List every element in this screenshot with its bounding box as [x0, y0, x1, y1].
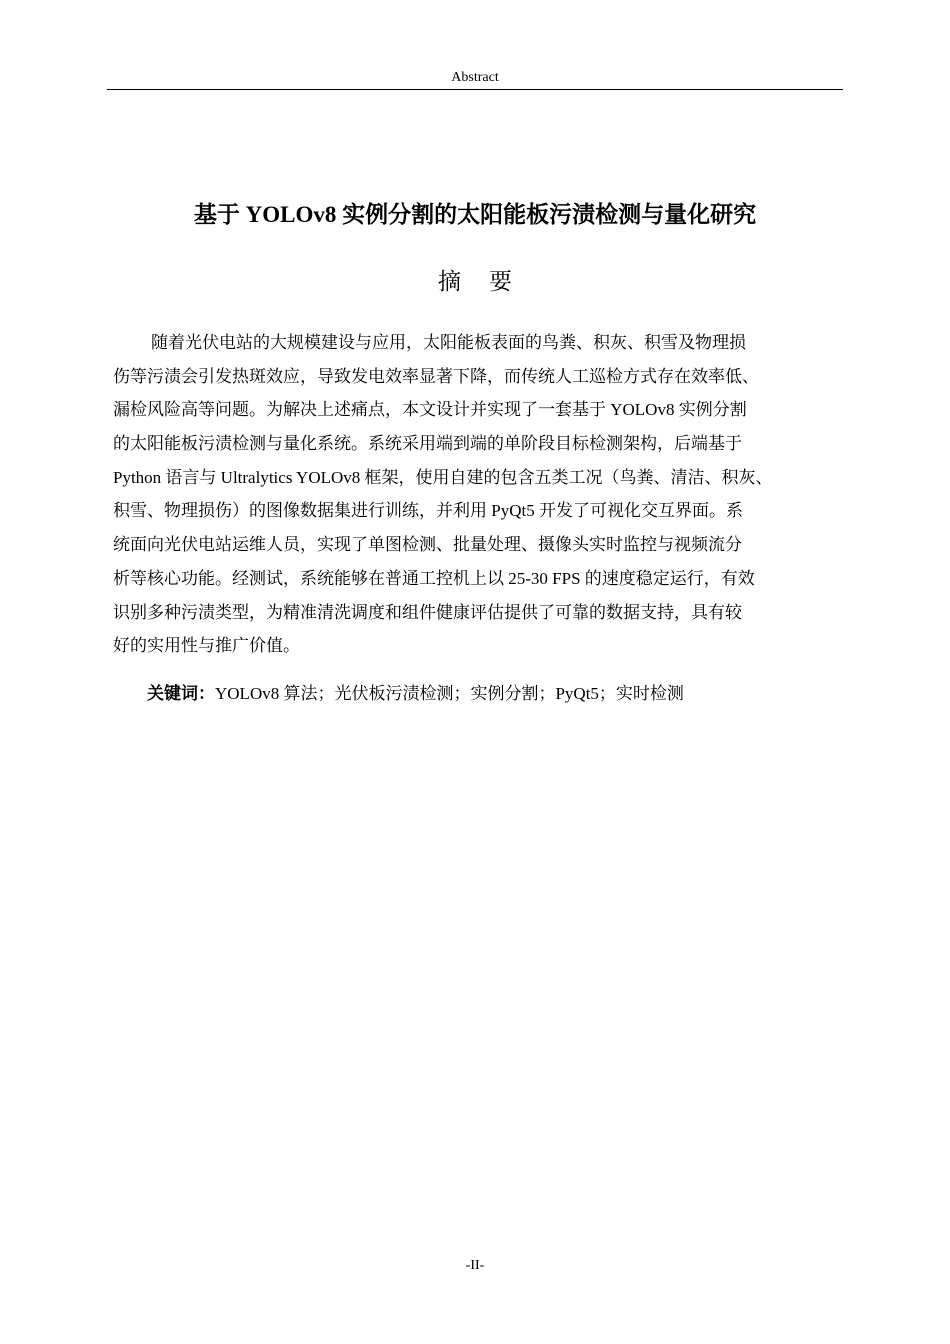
abstract-line: 识别多种污渍类型，为精准清洗调度和组件健康评估提供了可靠的数据支持，具有较 [113, 602, 742, 622]
abstract-line: 漏检风险高等问题。为解决上述痛点，本文设计并实现了一套基于 YOLOv8 实例分割 [113, 400, 747, 420]
abstract-line: 伤等污渍会引发热斑效应，导致发电效率显著下降，而传统人工巡检方式存在效率低、 [113, 366, 759, 386]
keywords-text: YOLOv8 算法；光伏板污渍检测；实例分割；PyQt5；实时检测 [215, 684, 684, 703]
abstract-line: 统面向光伏电站运维人员，实现了单图检测、批量处理、摄像头实时监控与视频流分 [113, 535, 742, 555]
header-rule [107, 89, 843, 90]
abstract-line: 的太阳能板污渍检测与量化系统。系统采用端到端的单阶段目标检测架构，后端基于 [113, 434, 742, 454]
abstract-line: 好的实用性与推广价值。 [113, 636, 300, 656]
keywords [147, 677, 847, 710]
abstract-line: 析等核心功能。经测试，系统能够在普通工控机上以 25-30 FPS 的速度稳定运行，有效 [113, 568, 755, 588]
abstract-body [113, 326, 851, 663]
running-header: Abstract [451, 70, 499, 85]
abstract-heading: 摘要 [438, 269, 540, 294]
keywords-label: 关键词： [147, 684, 215, 703]
abstract-line: 随着光伏电站的大规模建设与应用，太阳能板表面的鸟粪、积灰、积雪及物理损 [151, 333, 746, 352]
thesis-title: 基于 YOLOv8 实例分割的太阳能板污渍检测与量化研究 [193, 202, 757, 227]
abstract-line: Python 语言与 Ultralytics YOLOv8 框架，使用自建的包含五类工况（鸟粪、清洁、积灰、 [113, 467, 773, 487]
abstract-line: 积雪、物理损伤）的图像数据集进行训练，并利用 PyQt5 开发了可视化交互界面。系 [113, 501, 743, 521]
page-number: -II- [465, 1258, 485, 1273]
